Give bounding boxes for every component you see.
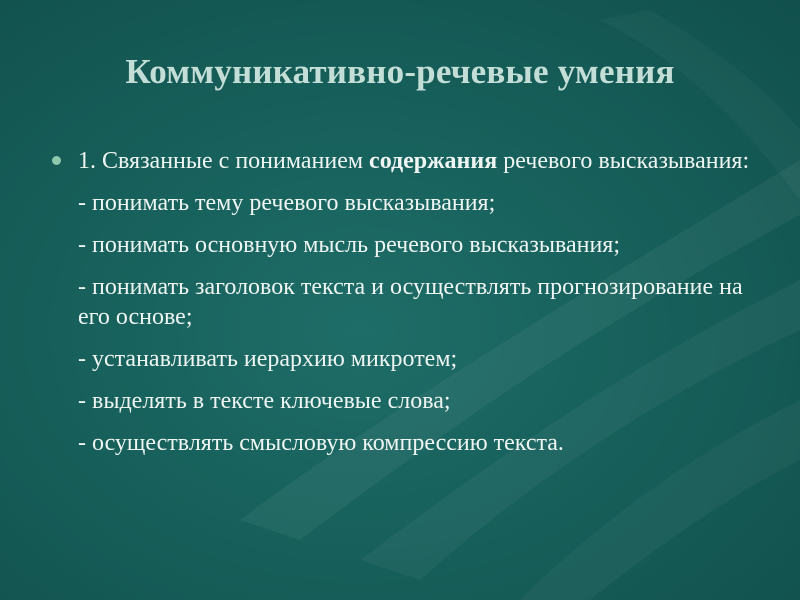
bullet-dot-icon (52, 156, 61, 165)
slide-title: Коммуникативно-речевые умения (125, 52, 675, 91)
list-item: - понимать тему речевого высказывания; (78, 190, 496, 216)
list-item: - устанавливать иерархию микротем; (78, 346, 458, 372)
bullet-text-before: 1. Связанные с пониманием (78, 148, 370, 174)
bullet-text-after: речевого высказывания: (497, 148, 750, 174)
list-item: - понимать заголовок текста и осуществлять прогнозирование на его основе; (78, 274, 743, 330)
slide-content (52, 146, 752, 470)
list-item: - осуществлять смысловую компрессию текста. (78, 430, 564, 456)
bullet-item (52, 146, 752, 176)
list-item: - выделять в тексте ключевые слова; (78, 388, 451, 414)
bullet-text-bold: содержания (369, 148, 498, 174)
list-item: - понимать основную мысль речевого высказывания; (78, 232, 621, 258)
